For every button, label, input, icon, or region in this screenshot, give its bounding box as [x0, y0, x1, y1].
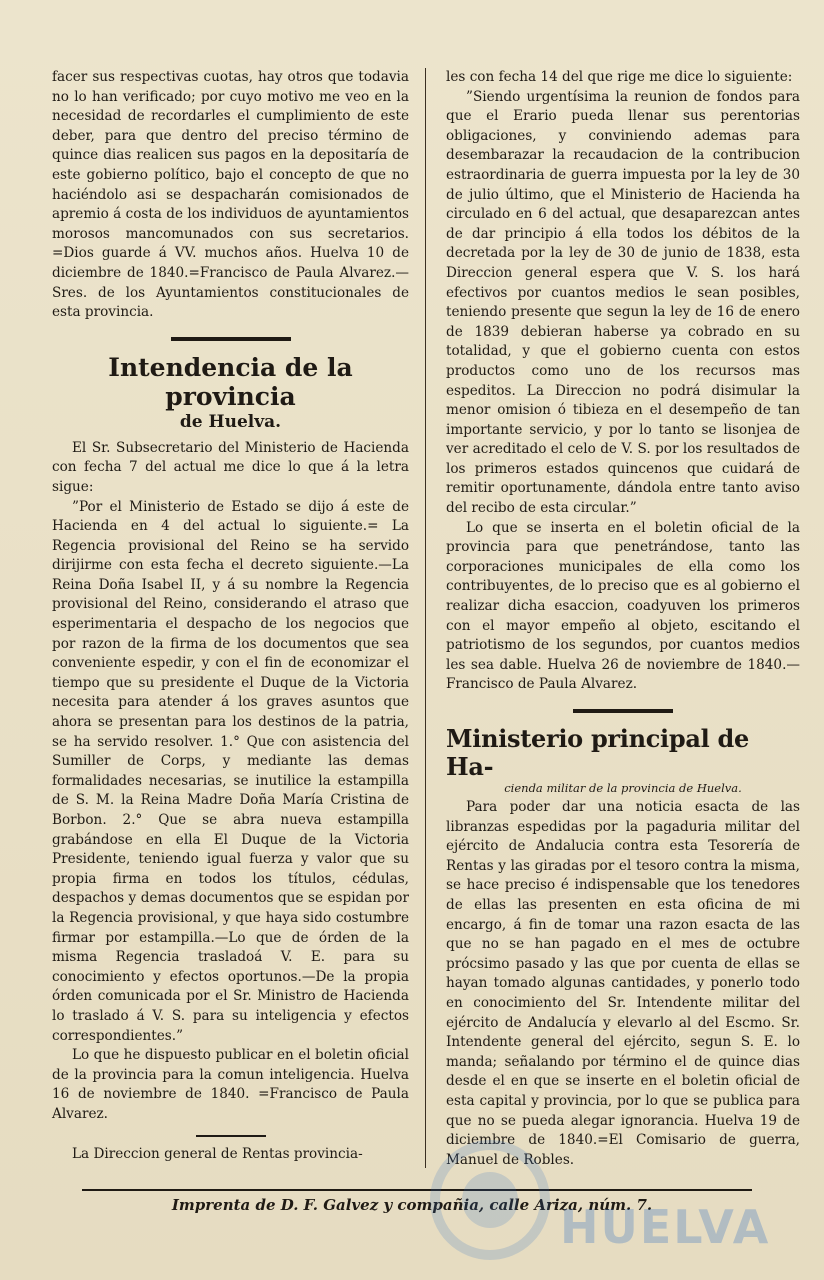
- intendencia-paragraph-2: ”Por el Ministerio de Estado se dijo á este de Hacienda en 4 del actual lo siguiente.= La Regencia provisional del Reino se ha servido dirijirme con esta fecha el decreto siguiente.—La Reina Doña Isabel II, y á su nombre la Regencia provisional del Reino, considerando el atraso que esperimentaria el despacho de los negocios que por razon de la firma de los documentos que sea conveniente espedir, y con el fin de economizar el tiempo que su presidente el Duque de la Victoria necesita para atender á los graves asuntos que ahora se presentan para los destinos de la patria, se ha servido resolver. 1.° Que con asistencia del Sumiller de Corps, y mediante las demas formalidades necesarias, se inutilice la estampilla de S. M. la Reina Madre Doña María Cristina de Borbon. 2.° Que se abra nueva estampilla grabándose en ella El Duque de la Victoria Presidente, teniendo igual fuerza y valor que su propia firma en todos los títulos, cédulas, despachos y demas documentos que se espidan por la Regencia provisional, y que haya sido costumbre firmar por estampilla.—Lo que de órden de la misma Regencia trasladoá V. E. para su conocimiento y efectos oportunos.—De la propia órden comunicada por el Sr. Ministro de Hacienda lo traslado á V. S. para su inteligencia y efectos correspondientes.”: [52, 498, 409, 1044]
- column-divider: [425, 68, 426, 1168]
- watermark-text: HUELVA: [560, 1200, 771, 1254]
- ministerio-subheading: cienda militar de la provincia de Huelva.: [504, 781, 742, 795]
- ministerio-heading: Ministerio principal de Ha-: [446, 724, 749, 781]
- intendencia-paragraph-3: Lo que he dispuesto publicar en el boletin oficial de la provincia para la comun inteligencia. Huelva 16 de noviembre de 1840. =Francisco de Paula Alvarez.: [52, 1047, 409, 1122]
- intendencia-paragraph-1: El Sr. Subsecretario del Ministerio de Hacienda con fecha 7 del actual me dice lo que á la letra sigue:: [52, 439, 409, 495]
- ministerio-paragraph: Para poder dar una noticia esacta de las libranzas espedidas por la pagaduria militar del ejército de Andalucia contra esta Tesorería de Rentas y las giradas por el tesoro contra la misma, se hace preciso é indispensable que los tenedores de ellas las presenten en esta oficina de mi encargo, á fin de tomar una razon esacta de las que no se han pagado en el mes de octubre prócsimo pasado y las que por cuenta de ellas se hayan tomado algunas cantidades, y ponerlo todo en conocimiento del Sr. Intendente militar del ejército de Andalucía y elevarlo al del Escmo. Sr. Intendente general del ejército, segun S. E. lo manda; señalando por término el de quince dias desde el en que se inserte en el boletin oficial de esta capital y provincia, por lo que se publica para que no se pueda alegar ignorancia. Huelva 19 de diciembre de 1840.=El Comisario de guerra, Manuel de Robles.: [446, 799, 800, 1168]
- boletin-insertion-paragraph: Lo que se inserta en el boletin oficial de la provincia para que penetrándose, tanto las corporaciones municipales de ella como los contribuyentes, de lo preciso que es al gobierno el realizar dicha esaccion, coadyuven los primeros con el mayor empeño al objeto, escitando el patriotismo de los segundos, por cuantos medios les sea dable. Huelva 26 de noviembre de 1840.—Francisco de Paula Alvarez.: [446, 519, 800, 693]
- imprint-line: Imprenta de D. F. Galvez y compañia, calle Ariza, núm. 7.: [171, 1196, 653, 1214]
- right-column: [446, 68, 800, 1170]
- short-divider: [196, 1135, 266, 1137]
- direccion-circular-paragraph: ”Siendo urgentísima la reunion de fondos para que el Erario pueda llenar sus perentorias obligaciones, y conviniendo ademas para desembarazar la recaudacion de la contribucion estraordinaria de guerra impuesta por la ley de 30 de julio último, que el Ministerio de Hacienda ha circulado en 6 del actual, que desaparezcan antes de dar principio á ella todos los débitos de la decretada por la ley de 30 de junio de 1838, esta Direccion general espera que V. S. los hará efectivos por cuantos medios le sean posibles, teniendo presente que segun la ley de 16 de enero de 1839 debieran haberse ya cobrado en su totalidad, y que el gobierno cuenta con estos productos como uno de los recursos mas espeditos. La Direccion no podrá disimular la menor omision ó tibieza en el desempeño de tan importante servicio, y por lo tanto se lisonjea de ver acreditado el celo de V. S. por los resultados de los primeros estados quincenos que cuidará de remitir oportunamente, dándola entre tanto aviso del recibo de esta circular.”: [446, 88, 800, 517]
- intendencia-heading: Intendencia de la provincia: [108, 352, 353, 411]
- left-intro-paragraph: facer sus respectivas cuotas, hay otros que todavia no lo han verificado; por cuyo motivo me veo en la necesidad de recordarles el cumplimiento de este deber, para que dentro del preciso término de quince dias realicen sus pagos en la depositaría de este gobierno político, bajo el concepto de que no haciéndolo asi se despacharán comisionados de apremio á costa de los individuos de ayuntamientos morosos mancomunados con sus secretarios. =Dios guarde á VV. muchos años. Huelva 10 de diciembre de 1840.=Francisco de Paula Alvarez.—Sres. de los Ayuntamientos constitucionales de esta provincia.: [52, 69, 409, 321]
- intendencia-subheading: de Huelva.: [179, 411, 282, 432]
- left-column: [52, 68, 409, 1164]
- footer-rule: [82, 1189, 752, 1191]
- right-continuation-paragraph: les con fecha 14 del que rige me dice lo siguiente:: [446, 69, 793, 85]
- section-divider: [171, 337, 291, 341]
- direccion-paragraph-start: La Direccion general de Rentas provincia-: [72, 1145, 363, 1162]
- section-divider-right: [573, 709, 673, 713]
